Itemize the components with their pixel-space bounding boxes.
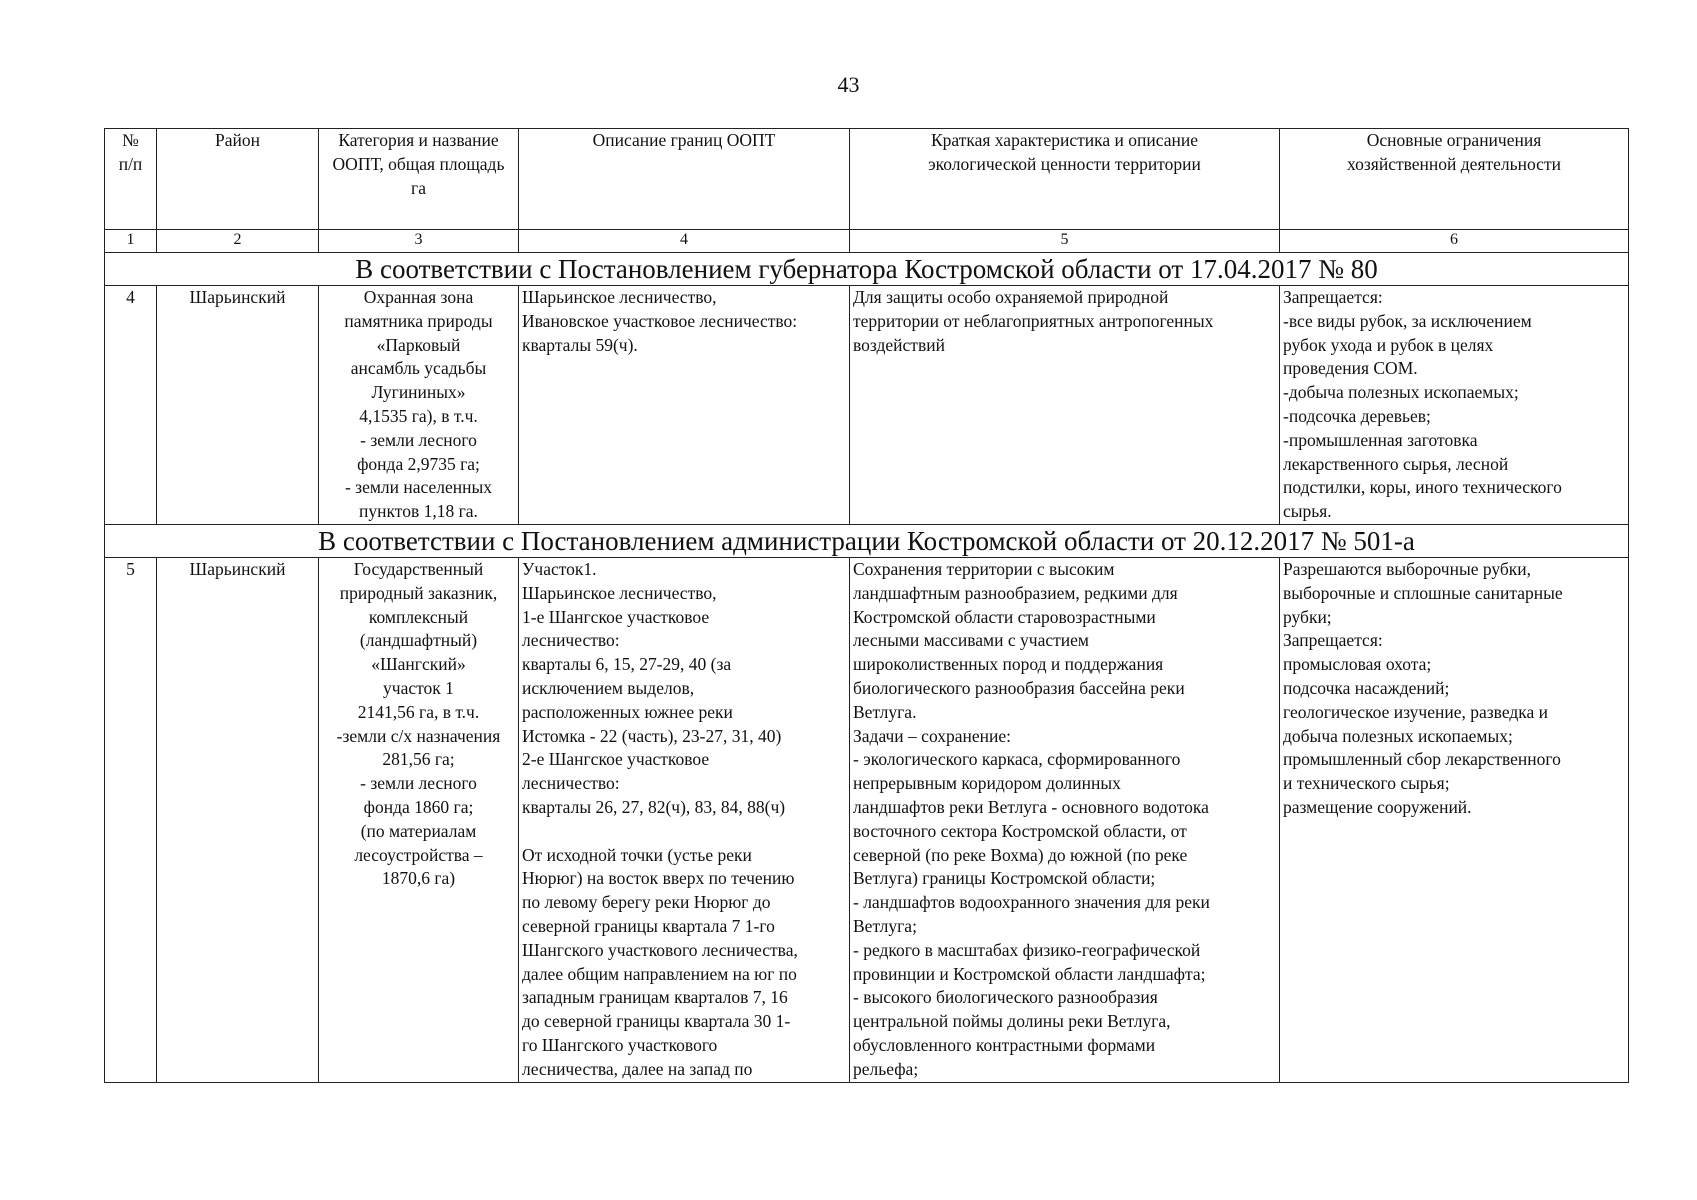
text-line: добыча полезных ископаемых; <box>1283 725 1513 746</box>
text-line: воздействий <box>853 334 945 355</box>
text-line: (по материалам <box>360 820 477 841</box>
text-line: сырья. <box>1283 501 1332 522</box>
text-line: Лугининых» <box>371 382 466 403</box>
header-restrictions: Основные ограничения хозяйственной деятельности <box>1280 129 1629 230</box>
text-line: участок 1 <box>383 677 454 698</box>
text-line: Ветлуга. <box>853 701 917 722</box>
text-line: ансамбль усадьбы <box>350 358 487 379</box>
row-district: Шарьинский <box>157 558 319 1083</box>
text-line: фонда 1860 га; <box>363 796 474 817</box>
text-line: кварталы 59(ч). <box>522 334 638 355</box>
text-line: Для защиты особо охраняемой природной <box>853 287 1169 307</box>
text-line: биологического разнообразия бассейна реки <box>853 677 1185 698</box>
section-row-2 <box>105 525 1629 558</box>
row-category <box>319 558 519 1083</box>
text-line: Истомка - 22 (часть), 23-27, 31, 40) <box>522 725 782 746</box>
text-line: кварталы 6, 15, 27-29, 40 (за <box>522 654 732 675</box>
text-line: по левому берегу реки Нюрюг до <box>522 892 771 913</box>
text-line: Костромской области старовозрастными <box>853 606 1156 627</box>
text-line: памятника природы <box>344 310 493 331</box>
text-line: промысловая охота; <box>1283 654 1432 675</box>
text-line: - земли населенных <box>344 477 493 498</box>
header-num: № п/п <box>105 129 157 230</box>
text-line: широколиственных пород и поддержания <box>853 654 1164 675</box>
header-district: Район <box>157 129 319 230</box>
text-line: Запрещается: <box>1283 630 1383 651</box>
text-line: расположенных южнее реки <box>522 701 733 722</box>
text-line: размещение сооружений. <box>1283 796 1472 817</box>
text-line: Задачи – сохранение: <box>853 725 1012 746</box>
text-line: кварталы 26, 27, 82(ч), 83, 84, 88(ч) <box>522 796 786 817</box>
text-line: Запрещается: <box>1283 287 1383 307</box>
text-line: лесными массивами с участием <box>853 630 1089 651</box>
text-line: Шангского участкового лесничества, <box>522 939 798 960</box>
protected-areas-table <box>104 128 1629 1083</box>
text-line: природный заказник, <box>339 582 498 603</box>
text-line: -все виды рубок, за исключением <box>1283 310 1532 331</box>
text-line: (ландшафтный) <box>359 630 478 651</box>
text-line: выборочные и сплошные санитарные <box>1283 582 1563 603</box>
text-line: рубок ухода и рубок в целях <box>1283 334 1494 355</box>
text-line: -промышленная заготовка <box>1283 429 1478 450</box>
text-line: Разрешаются выборочные рубки, <box>1283 559 1532 579</box>
column-number: 5 <box>850 230 1280 253</box>
text-line: подстилки, коры, иного технического <box>1283 477 1562 498</box>
text-line: непрерывным коридором долинных <box>853 773 1121 794</box>
text-line: ландшафтов реки Ветлуга - основного водотока <box>853 796 1209 817</box>
section-title-2: В соответствии с Постановлением администрации Костромской области от 20.12.2017 № 501-а <box>105 525 1629 558</box>
text-line: проведения СОМ. <box>1283 358 1418 379</box>
text-line: северной границы квартала 7 1-го <box>522 915 775 936</box>
text-line: 2141,56 га, в т.ч. <box>357 701 480 722</box>
text-line: - земли лесного <box>360 429 477 450</box>
text-line: далее общим направлением на юг по <box>522 963 797 984</box>
section-title-1: В соответствии с Постановлением губернатора Костромской области от 17.04.2017 № 80 <box>105 253 1629 286</box>
text-line: провинции и Костромской области ландшафта; <box>853 963 1206 984</box>
table-row-5 <box>105 558 1629 1083</box>
row-borders <box>519 286 850 525</box>
text-line: го Шангского участкового <box>522 1034 718 1055</box>
column-number: 1 <box>105 230 157 253</box>
text-line: и технического сырья; <box>1283 773 1450 794</box>
text-line: - земли лесного <box>360 773 477 794</box>
row-number: 5 <box>105 558 157 1083</box>
text-line: обусловленного контрастными формами <box>853 1034 1156 1055</box>
text-line: рубки; <box>1283 606 1332 627</box>
text-line: Ветлуга; <box>853 915 917 936</box>
header-category: Категория и название ООПТ, общая площадь га <box>319 129 519 230</box>
text-line: территории от неблагоприятных антропогенных <box>853 310 1214 331</box>
text-line: - экологического каркаса, сформированного <box>853 749 1181 770</box>
text-line: фонда 2,9735 га; <box>357 453 480 474</box>
text-line: Ветлуга) границы Костромской области; <box>853 868 1156 889</box>
column-number: 4 <box>519 230 850 253</box>
text-line: Государственный <box>353 559 484 579</box>
text-line: до северной границы квартала 30 1- <box>522 1011 791 1032</box>
text-line: рельефа; <box>853 1058 919 1079</box>
text-line: -подсочка деревьев; <box>1283 405 1431 426</box>
table-row-4 <box>105 286 1629 525</box>
text-line: Ивановское участковое лесничество: <box>522 310 798 331</box>
text-line: 2-е Шангское участковое <box>522 749 710 770</box>
text-line: западным границам кварталов 7, 16 <box>522 987 788 1008</box>
text-line: -земли с/х назначения <box>336 725 501 746</box>
row-number: 4 <box>105 286 157 525</box>
column-number: 6 <box>1280 230 1629 253</box>
row-restrictions <box>1280 286 1629 525</box>
text-line: Сохранения территории с высоким <box>853 559 1115 579</box>
text-line: восточного сектора Костромской области, от <box>853 820 1187 841</box>
text-line: центральной поймы долины реки Ветлуга, <box>853 1011 1171 1032</box>
text-line: -добыча полезных ископаемых; <box>1283 382 1519 403</box>
text-line: Участок1. <box>522 559 597 579</box>
text-line: промышленный сбор лекарственного <box>1283 749 1561 770</box>
borders-part-a <box>522 558 846 820</box>
text-line: геологическое изучение, разведка и <box>1283 701 1549 722</box>
text-line: подсочка насаждений; <box>1283 677 1450 698</box>
text-line: лесничества, далее на запад по <box>522 1058 753 1079</box>
text-line: 1-е Шангское участковое <box>522 606 710 627</box>
text-line: Нюрюг) на восток вверх по течению <box>522 868 795 889</box>
header-borders: Описание границ ООПТ <box>519 129 850 230</box>
row-district: Шарьинский <box>157 286 319 525</box>
table-header-row <box>105 129 1629 230</box>
page-number: 43 <box>837 72 860 97</box>
text-line: 1870,6 га) <box>381 868 456 889</box>
text-line: лесничество: <box>522 630 620 651</box>
text-line: лесоустройства – <box>354 844 483 865</box>
row-borders <box>519 558 850 1083</box>
text-line: Шарьинское лесничество, <box>522 287 717 307</box>
row-category <box>319 286 519 525</box>
text-line: комплексный <box>368 606 469 627</box>
text-line: - редкого в масштабах физико-географической <box>853 939 1201 960</box>
text-line: От исходной точки (устье реки <box>522 844 752 865</box>
text-line: исключением выделов, <box>522 677 695 698</box>
column-number: 3 <box>319 230 519 253</box>
row-restrictions <box>1280 558 1629 1083</box>
text-line: - высокого биологического разнообразия <box>853 987 1158 1008</box>
text-line: лесничество: <box>522 773 620 794</box>
text-line: лекарственного сырья, лесной <box>1283 453 1509 474</box>
text-line: Шарьинское лесничество, <box>522 582 717 603</box>
text-line: Охранная зона <box>363 287 474 307</box>
text-line: - ландшафтов водоохранного значения для реки <box>853 892 1210 913</box>
row-characteristic <box>850 558 1280 1083</box>
text-line: «Парковый <box>376 334 461 355</box>
column-number-row <box>105 230 1629 253</box>
text-line: «Шангский» <box>371 654 466 675</box>
text-line: ландшафтным разнообразием, редкими для <box>853 582 1178 603</box>
text-line: 281,56 га; <box>382 749 455 770</box>
borders-part-b <box>522 844 846 1082</box>
text-line: пунктов 1,18 га. <box>359 501 478 522</box>
column-number: 2 <box>157 230 319 253</box>
row-characteristic <box>850 286 1280 525</box>
section-row-1 <box>105 253 1629 286</box>
header-characteristic: Краткая характеристика и описание экологической ценности территории <box>850 129 1280 230</box>
text-line: северной (по реке Вохма) до южной (по реке <box>853 844 1188 865</box>
text-line: 4,1535 га), в т.ч. <box>359 405 478 426</box>
